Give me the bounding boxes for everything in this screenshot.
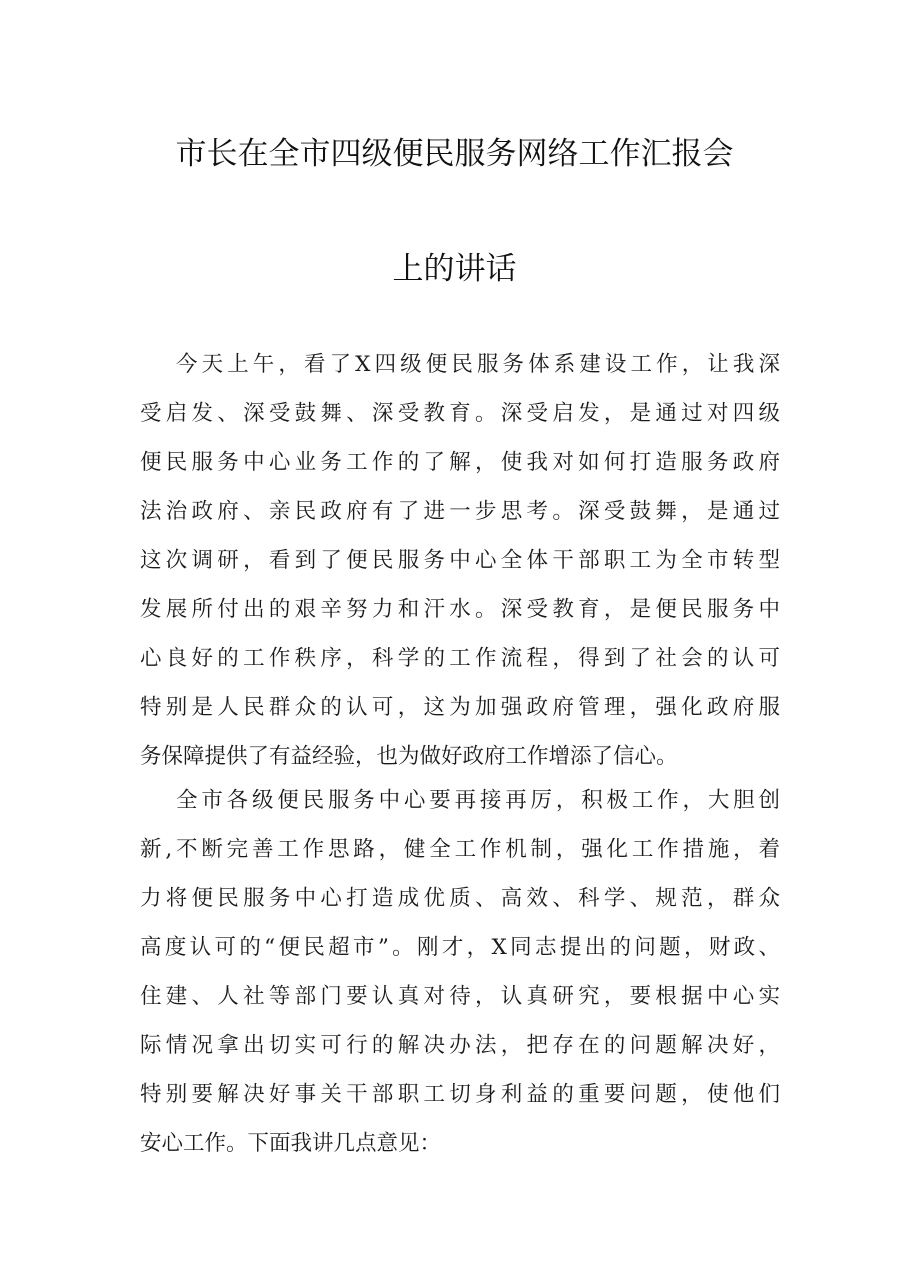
- paragraph-line: 特别是人民群众的认可，这为加强政府管理，强化政府服: [140, 695, 780, 720]
- paragraph-line: 便民服务中心业务工作的了解，使我对如何打造服务政府: [140, 450, 780, 475]
- paragraph-line: 务保障提供了有益经验，也为做好政府工作增添了信心。: [140, 744, 678, 769]
- document-title-line-2: 上的讲话: [392, 251, 517, 287]
- paragraph-line: 力将便民服务中心打造成优质、高效、科学、规范，群众: [140, 886, 780, 911]
- document-title-line-1: 市长在全市四级便民服务网络工作汇报会: [175, 136, 734, 172]
- paragraph-line: 安心工作。下面我讲几点意见：: [140, 1131, 442, 1156]
- paragraph-line: 这次调研，看到了便民服务中心全体干部职工为全市转型: [140, 548, 780, 573]
- paragraph-line: 特别要解决好事关干部职工切身利益的重要问题，使他们: [140, 1082, 780, 1107]
- paragraph-line: 心良好的工作秩序，科学的工作流程，得到了社会的认可: [140, 646, 780, 671]
- paragraph-line: 新,不断完善工作思路，健全工作机制，强化工作措施，着: [140, 837, 780, 862]
- paragraph-line: 全市各级便民服务中心要再接再厉，积极工作，大胆创: [176, 788, 780, 813]
- paragraph-line: 际情况拿出切实可行的解决办法，把存在的问题解决好，: [140, 1033, 780, 1058]
- paragraph-2: [140, 776, 780, 1168]
- paragraph-line: 高度认可的“便民超市”。刚才，X同志提出的问题，财政、: [140, 935, 780, 960]
- paragraph-line: 今天上午，看了X四级便民服务体系建设工作，让我深: [176, 352, 780, 377]
- paragraph-line: 住建、人社等部门要认真对待，认真研究，要根据中心实: [140, 984, 780, 1009]
- paragraph-1: [140, 340, 780, 781]
- paragraph-line: 法治政府、亲民政府有了进一步思考。深受鼓舞，是通过: [140, 499, 780, 524]
- paragraph-line: 发展所付出的艰辛努力和汗水。深受教育，是便民服务中: [140, 597, 780, 622]
- paragraph-line: 受启发、深受鼓舞、深受教育。深受启发，是通过对四级: [140, 401, 780, 426]
